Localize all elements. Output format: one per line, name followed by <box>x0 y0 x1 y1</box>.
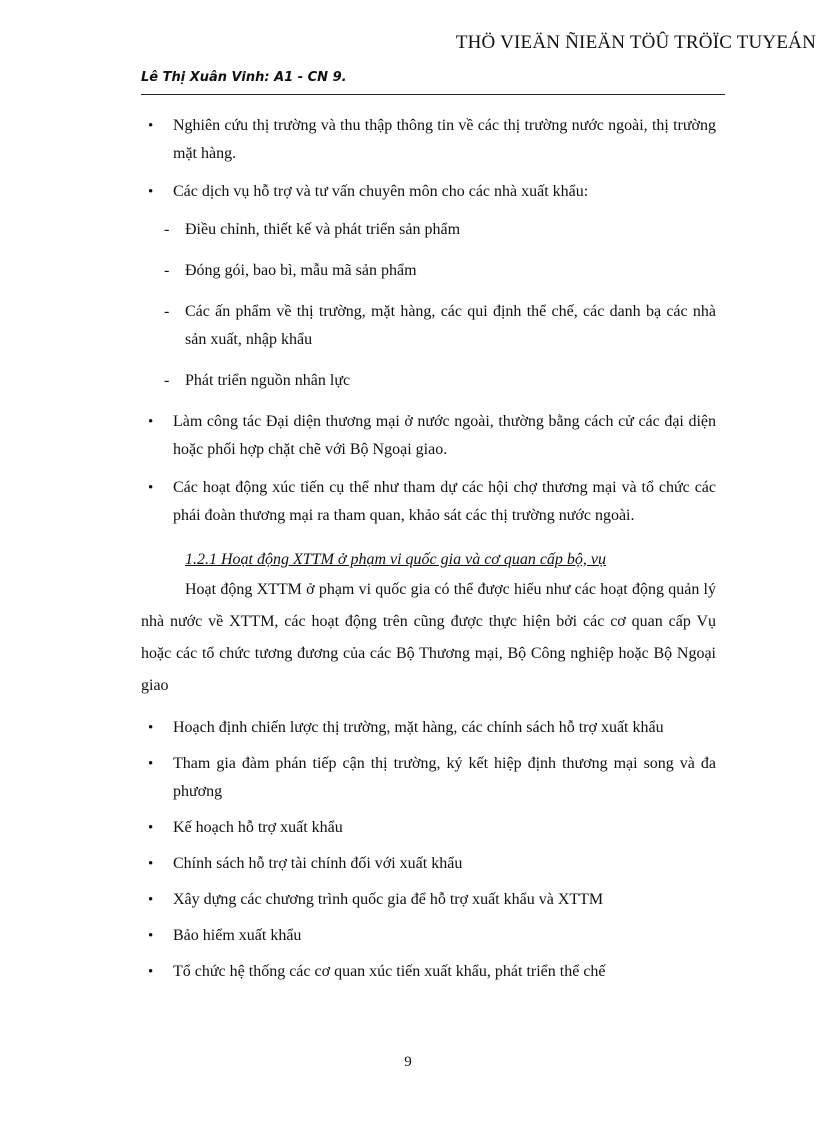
list-item: • Các hoạt động xúc tiến cụ thể như tham dự các hội chợ thương mại và tổ chức các phái đoàn thương mại ra tham quan, khảo sát các thị trường nước ngoài. <box>141 474 716 530</box>
header-divider <box>141 94 725 95</box>
list-item: • Tham gia đàm phán tiếp cận thị trường, ký kết hiệp định thương mại song và đa phương <box>141 750 716 806</box>
list-item: • Tổ chức hệ thống các cơ quan xúc tiến xuất khẩu, phát triển thể chế <box>141 958 716 986</box>
list-item: • Hoạch định chiến lược thị trường, mặt hàng, các chính sách hỗ trợ xuất khẩu <box>141 714 716 742</box>
section-heading: 1.2.1 Hoạt động XTTM ở phạm vi quốc gia và cơ quan cấp bộ, vụ <box>185 551 607 568</box>
list-item: • Chính sách hỗ trợ tài chính đối với xuất khẩu <box>141 850 716 878</box>
author-header: Lê Thị Xuân Vinh: A1 - CN 9. <box>141 70 347 85</box>
sub-list-item: - Điều chỉnh, thiết kế và phát triển sản phẩm <box>141 216 716 244</box>
list-item: • Bảo hiểm xuất khẩu <box>141 922 716 950</box>
sub-list-item: - Đóng gói, bao bì, mẫu mã sản phẩm <box>141 257 716 285</box>
list-item: • Nghiên cứu thị trường và thu thập thông tin về các thị trường nước ngoài, thị trường mặt hàng. <box>141 112 716 168</box>
list-item: • Làm công tác Đại diện thương mại ở nước ngoài, thường bằng cách cử các đại diện hoặc phối hợp chặt chẽ với Bộ Ngoại giao. <box>141 408 716 464</box>
site-header-title: THÖ VIEÄN ÑIEÄN TÖÛ TRÖÏC TUYEÁN <box>455 32 816 53</box>
page-body <box>141 112 716 994</box>
sub-list-item: - Phát triển nguồn nhân lực <box>141 367 716 395</box>
section-paragraph: Hoạt động XTTM ở phạm vi quốc gia có thể được hiểu như các hoạt động quản lý nhà nước về XTTM, các hoạt động trên cũng được thực hiện bởi các cơ quan cấp Vụ hoặc các tổ chức tương đương của các Bộ Thương mại, Bộ Công nghiệp hoặc Bộ Ngoại giao <box>141 581 716 694</box>
sub-list-item: - Các ấn phẩm về thị trường, mặt hàng, các qui định thể chế, các danh bạ các nhà sản xuất, nhập khẩu <box>141 298 716 354</box>
list-item: • Xây dựng các chương trình quốc gia để hỗ trợ xuất khẩu và XTTM <box>141 886 716 914</box>
page-number: 9 <box>404 1054 412 1070</box>
list-item: • Kế hoạch hỗ trợ xuất khẩu <box>141 814 716 842</box>
list-item: • Các dịch vụ hỗ trợ và tư vấn chuyên môn cho các nhà xuất khẩu: <box>141 178 716 206</box>
